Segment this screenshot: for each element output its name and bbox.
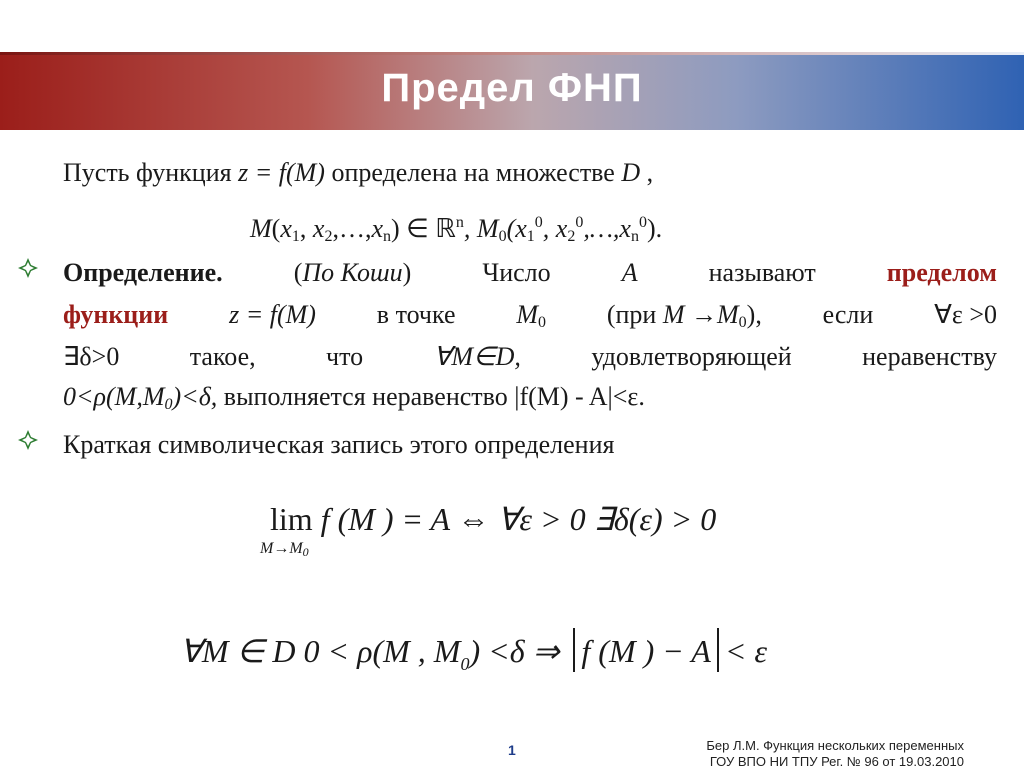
word-M0 [516,300,546,338]
line4-a: 0<ρ(M,M [63,382,165,411]
definition-line-4 [63,382,645,420]
set-end: ). [646,214,663,243]
set-subnb: n [630,228,639,245]
word-sub0b: 0 [738,314,747,331]
formula2-mid: ) <δ ⇒ [469,633,568,669]
set-xn0: ,…,x [583,214,631,243]
word-v: в [376,300,390,329]
diamond-bullet-icon [16,256,40,280]
word-sub0: 0 [538,314,547,331]
word-chto: что [326,342,364,371]
word-MtoM0: M →M [662,300,739,329]
definition-heading: Определение. [63,258,223,287]
formula2-abs: f (M ) − A [581,633,711,669]
intro-zfm: z = f(M) [238,158,325,187]
abs-bar-left [573,628,575,672]
formula-limit [270,500,716,538]
bullet-2-text: Краткая символическая запись этого определения [63,430,615,459]
word-pri-group [607,300,762,338]
intro-text-2: определена на множестве [324,158,622,187]
abs-bar-right [717,628,719,672]
word-close: ), [746,300,762,329]
word-forallMD: ∀M∈D, [433,342,521,371]
word-neravenstvu: неравенству [862,342,997,371]
lim-subscript [260,540,309,560]
intro-text-1: Пусть функция [63,158,239,187]
set-sub1: 1 [291,228,300,245]
formula2-right: < ε [724,633,768,669]
word-zfm: z = f(M) [229,300,316,329]
intro-set-d: D [621,158,641,187]
definition-line-1 [63,258,997,288]
word-M: M [516,300,539,329]
set-x1: x [280,214,292,243]
word-chislo: Число [482,258,551,287]
lim-sub-zero: 0 [302,545,309,559]
lim-sub-text: M→M [260,540,303,557]
set-sub2: 2 [324,228,333,245]
set-c2: ,…, [332,214,372,243]
word-exists-delta: ∃δ>0 [63,342,120,371]
set-sup0c: 0 [638,214,647,231]
paren-close: ) [402,258,412,287]
set-x10: (x [506,214,527,243]
word-v-tochke [377,300,456,338]
set-line [250,208,662,252]
formula2-left: ∀M ∈ D 0 < ρ(M , M [180,633,461,669]
intro-line [63,158,653,188]
set-sub1b: 1 [526,228,535,245]
word-takoe: такое, [189,342,256,371]
word-pri: (при [606,300,657,329]
paren-open: ( [293,258,303,287]
set-sub2b: 2 [567,228,576,245]
cauchy-text: По Коши [302,258,403,287]
set-sub0: 0 [498,228,507,245]
line4-c: выполняется неравенство |f(M) - A|<ε. [217,382,645,411]
footer-credits [706,738,964,770]
set-x20: , x [542,214,568,243]
word-udovl: удовлетворяющей [591,342,792,371]
definition-line-3 [63,342,997,372]
word-limit: пределом [886,258,997,287]
footer-line-2: ГОУ ВПО НИ ТПУ Рег. № 96 от 19.03.2010 [709,754,964,769]
set-subn: n [382,228,391,245]
formula-definition [180,628,767,675]
set-x2: x [312,214,325,243]
formula2-sub0: 0 [460,654,470,674]
word-function: функции [63,300,169,329]
word-esli: если [822,300,874,329]
set-xn: x [371,214,383,243]
set-M: M [250,214,272,243]
set-supn: n [455,214,464,231]
page-number: 1 [508,742,516,758]
set-sup0a: 0 [534,214,543,231]
line4-b: )<δ, [172,382,218,411]
line4-sub0: 0 [164,396,173,413]
intro-text-3: , [640,158,654,187]
word-forall-eps: ∀ε >0 [934,300,997,329]
set-open: ( [271,214,281,243]
word-point: точке [395,300,456,329]
set-c1: , [299,214,313,243]
slide-title: Предел ФНП [381,66,643,110]
definition-line-2 [63,300,997,338]
set-in-R: ) ∈ ℝ [390,214,456,243]
set-sup0b: 0 [575,214,584,231]
word-A: A [621,258,638,287]
set-M0: , M [463,214,499,243]
cauchy-label [294,258,412,288]
diamond-bullet-icon [16,428,40,452]
word-call: называют [708,258,816,287]
formula-limit-body: f (M ) = A ⇔ ∀ε > 0 ∃δ(ε) > 0 [320,501,717,537]
footer-line-1: Бер Л.М. Функция нескольких переменных [706,738,964,753]
lim-word: lim [270,501,313,537]
